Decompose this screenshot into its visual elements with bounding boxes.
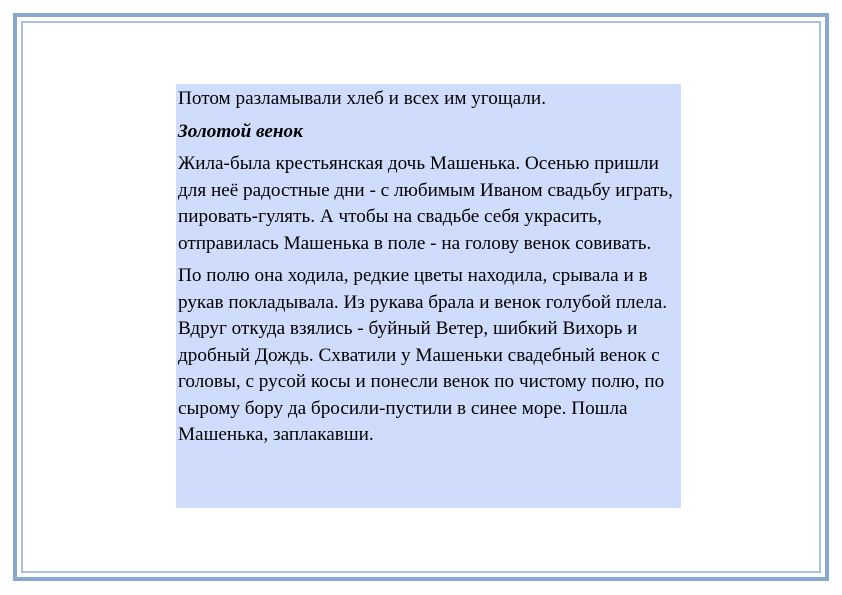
story-title: Золотой венок — [178, 120, 303, 142]
story-paragraph-1: Жила-была крестьянская дочь Машенька. Осенью пришли для неё радостные дни - с любимым Иваном свадьбу играть, пировать-гулять. А чтобы на свадьбе себя украсить, отправилась Машенька в поле - на голову венок совивать. — [178, 153, 673, 254]
story-paragraph-2: По полю она ходила, редкие цветы находила, срывала и в рукав покладывала. Из рукава брала и венок голубой плела. Вдруг откуда взялись - буйный Ветер, шибкий Вихорь и дробный Дождь. Схватили у Машеньки свадебный венок с головы, с русой косы и понесли венок по чистому полю, по сырому бору да бросили-пустили в синее море. Пошла Машенька, заплакавши. — [178, 265, 668, 445]
text-box — [176, 84, 681, 508]
intro-paragraph: Потом разламывали хлеб и всех им угощали. — [178, 88, 546, 109]
